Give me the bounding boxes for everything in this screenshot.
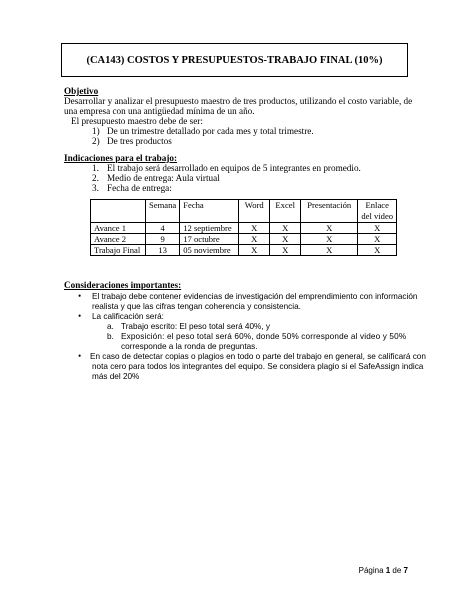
subitem-b-label: b. xyxy=(107,332,114,341)
page-total: 7 xyxy=(403,566,408,575)
instructions-item-3-num: 3. xyxy=(92,183,99,193)
table-row xyxy=(91,245,397,256)
header-cell-video xyxy=(358,200,397,223)
subitem-a-text: Trabajo escrito: El peso total será 40%, y xyxy=(121,322,270,331)
header-video-line-2: del video xyxy=(361,211,394,221)
table-header-row xyxy=(91,200,397,223)
page-number xyxy=(359,566,408,575)
title-box xyxy=(61,43,408,77)
header-video-line-1: Enlace xyxy=(365,200,389,210)
instructions-item-2-num: 2. xyxy=(92,173,99,183)
row-word: X xyxy=(239,245,270,256)
instructions-heading: Indicaciones para el trabajo: xyxy=(64,153,178,163)
row-name: Trabajo Final xyxy=(91,245,146,256)
instructions-item-3-text: Fecha de entrega: xyxy=(107,183,172,193)
row-week: 9 xyxy=(146,234,180,245)
subitem-a-label: a. xyxy=(107,322,114,331)
considerations-heading: Consideraciones importantes: xyxy=(64,280,182,290)
subitem-b-line-2: corresponde a la ronda de preguntas. xyxy=(121,342,258,351)
row-name: Avance 2 xyxy=(91,234,146,245)
row-presentation: X xyxy=(301,245,358,256)
row-presentation: X xyxy=(301,234,358,245)
row-video: X xyxy=(358,223,397,234)
header-cell-date: Fecha xyxy=(180,200,239,223)
row-date: 12 septiembre xyxy=(180,223,239,234)
document-title: (CA143) COSTOS Y PRESUPUESTOS-TRABAJO FINAL (10%) xyxy=(86,54,383,66)
bullet-3-icon: • xyxy=(78,351,82,361)
row-week: 4 xyxy=(146,223,180,234)
header-cell-excel: Excel xyxy=(270,200,301,223)
row-week: 13 xyxy=(146,245,180,256)
table-row xyxy=(91,223,397,234)
delivery-table xyxy=(90,199,397,256)
page-current: 1 xyxy=(385,566,391,575)
objective-heading: Objetivo xyxy=(64,86,99,96)
header-cell-empty xyxy=(91,200,146,223)
row-video: X xyxy=(358,234,397,245)
row-word: X xyxy=(239,223,270,234)
bullet-1-line-1: El trabajo debe contener evidencias de investigación del emprendimiento con información xyxy=(92,292,418,301)
bullet-2-icon: • xyxy=(78,311,82,321)
row-video: X xyxy=(358,245,397,256)
row-name: Avance 1 xyxy=(91,223,146,234)
row-date: 05 noviembre xyxy=(180,245,239,256)
header-cell-week: Semana xyxy=(146,200,180,223)
page-prefix: Página xyxy=(358,566,386,575)
bullet-2-text: La calificación será: xyxy=(92,312,164,321)
objective-item-1-num: 1) xyxy=(92,126,100,136)
row-excel: X xyxy=(270,245,301,256)
objective-line-2: una empresa con una antigüedad mínima de un año. xyxy=(64,106,255,116)
header-cell-word: Word xyxy=(239,200,270,223)
subitem-b-line-1: Exposición: el peso total será 60%, donde 50% corresponde al video y 50% xyxy=(121,332,407,341)
bullet-1-icon: • xyxy=(78,291,82,301)
table-row xyxy=(91,234,397,245)
bullet-3-line-1: En caso de detectar copias o plagios en todo o parte del trabajo en general, se calificará con xyxy=(90,352,426,361)
bullet-1-line-2: realista y que las cifras tengan coherencia y consistencia. xyxy=(92,302,301,311)
row-date: 17 octubre xyxy=(180,234,239,245)
objective-line-1: Desarrollar y analizar el presupuesto maestro de tres productos, utilizando el costo variable, de xyxy=(64,96,413,106)
instructions-item-2-text: Medio de entrega: Aula virtual xyxy=(107,173,220,183)
bullet-3-line-2: nota cero para todos los integrantes del equipo. Se considera plagio si el SafeAssign indica xyxy=(92,362,424,371)
row-excel: X xyxy=(270,223,301,234)
instructions-item-1-text: El trabajo será desarrollado en equipos de 5 integrantes en promedio. xyxy=(107,163,361,173)
row-word: X xyxy=(239,234,270,245)
bullet-3-line-3: más del 20% xyxy=(92,372,140,381)
header-cell-presentation: Presentación xyxy=(301,200,358,223)
objective-item-2-num: 2) xyxy=(92,136,100,146)
page-mid: de xyxy=(390,566,404,575)
row-presentation: X xyxy=(301,223,358,234)
row-excel: X xyxy=(270,234,301,245)
objective-line-3: El presupuesto maestro debe de ser: xyxy=(71,116,203,126)
objective-item-1-text: De un trimestre detallado por cada mes y total trimestre. xyxy=(107,126,314,136)
objective-item-2-text: De tres productos xyxy=(107,136,172,146)
instructions-item-1-num: 1. xyxy=(92,163,99,173)
